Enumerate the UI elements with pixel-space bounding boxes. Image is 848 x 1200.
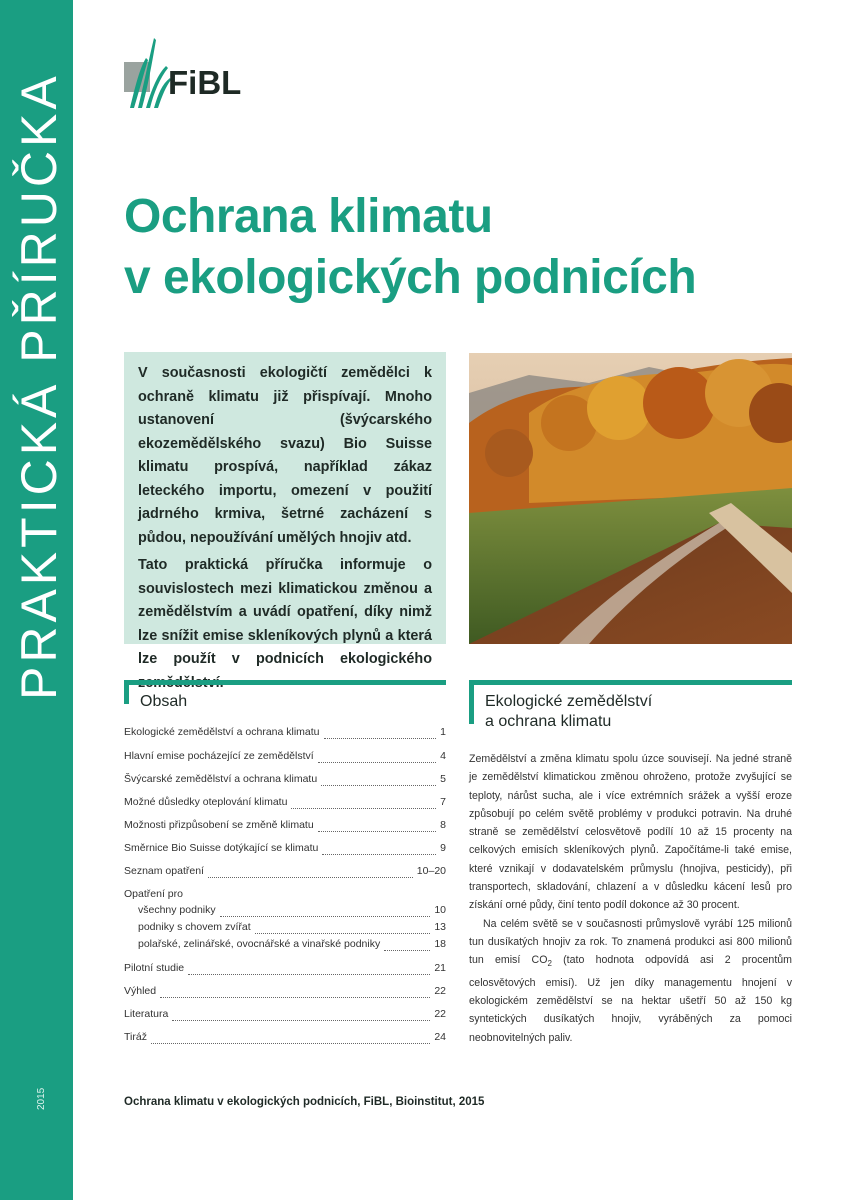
- toc-item[interactable]: Možnosti přizpůsobení se změně klimatu 8: [124, 819, 446, 831]
- toc-item[interactable]: Směrnice Bio Suisse dotýkající se klimatu 9: [124, 842, 446, 854]
- toc-heading-bar: [124, 680, 446, 685]
- toc-group-label: Opatření pro: [124, 888, 183, 900]
- landscape-illustration: [469, 353, 792, 644]
- toc-item[interactable]: Tiráž 24: [124, 1031, 446, 1043]
- article-body: [469, 750, 792, 1047]
- title-line-2: v ekologických podnicích: [124, 251, 697, 304]
- title-line-1: Ochrana klimatu: [124, 190, 493, 243]
- toc-item[interactable]: Možné důsledky oteplování klimatu 7: [124, 796, 446, 808]
- toc-heading: Obsah: [140, 693, 188, 710]
- toc-item[interactable]: Hlavní emise pocházející ze zemědělství 4: [124, 750, 446, 762]
- intro-paragraph-1: V současnosti ekologičtí zemědělci k ochraně klimatu již přispívají. Mnoho ustanovení (švýcarského ekozemědělského svazu) Bio Suisse klimatu prospívá, například zákaz leteckého importu, omezení v použití jadrného krmiva, šetrné zacházení s půdou, nepoužívání umělých hnojiv atd.: [138, 365, 432, 546]
- toc-heading-bar-left: [124, 680, 129, 704]
- intro-box: [124, 352, 446, 667]
- article-heading-bar-left: [469, 680, 474, 724]
- article-paragraph-1: Zemědělství a změna klimatu spolu úzce souvisejí. Na jedné straně je zemědělství klimatickou změnou ohroženo, protože zvyšující se teploty, nárůst sucha, ale i více extrémních srážek a vyšší eroze způsobují po celém světě problémy v produkci potravin. Na druhé straně se zemědělství celosvětově podílí 10 až 15 procenty na celkových emisích skleníkových plynů. Započítáme-li také emise, které vznikají v dodavatelském průmyslu (hnojiva, pesticidy), při transportech, skladování, chlazení a v důsledku kácení lesů pro získání orné půdy, činí tento podíl dokonce až 30 procent.: [469, 753, 792, 912]
- toc-item[interactable]: všechny podniky 10: [138, 904, 446, 916]
- autumn-landscape-photo: [469, 353, 792, 644]
- toc-item[interactable]: Seznam opatření 10–20: [124, 865, 446, 877]
- article-paragraph-2: Na celém světě se v současnosti průmyslově vyrábí 125 milionů tun dusíkatých hnojiv za rok. To znamená produkci asi 800 milionů tun emisí $CO_2$ (tato hodnota odpovídá asi 2 procentům celosvětových emisí). Už jen díky managementu hnojení v ekologickém zemědělství se na hektar ušetří 50 až 150 kg syntetických dusíkatých hnojiv, vyráběných za pomoci neobnovitelných paliv.: [469, 917, 792, 1044]
- side-year: 2015: [36, 1087, 47, 1110]
- logo-text: FiBL: [168, 64, 242, 101]
- toc-item[interactable]: Švýcarské zemědělství a ochrana klimatu 5: [124, 773, 446, 785]
- toc-heading-block: [124, 680, 446, 726]
- toc-item[interactable]: Ekologické zemědělství a ochrana klimatu 1: [124, 726, 446, 738]
- page-title: [124, 186, 824, 308]
- side-title: PRAKTICKÁ PŘÍRUČKA: [11, 72, 67, 700]
- article-heading-bar: [469, 680, 792, 685]
- article-heading-block: [469, 680, 792, 740]
- toc-item[interactable]: Pilotní studie 21: [124, 962, 446, 974]
- toc-item[interactable]: Výhled 22: [124, 985, 446, 997]
- toc-item[interactable]: polařské, zelinářské, ovocnářské a vinařské podniky 18: [138, 938, 446, 950]
- toc-item[interactable]: Literatura 22: [124, 1008, 446, 1020]
- footer-citation: Ochrana klimatu v ekologických podnicích, FiBL, Bioinstitut, 2015: [124, 1096, 485, 1108]
- article-heading: Ekologické zemědělství a ochrana klimatu: [485, 693, 653, 730]
- intro-paragraph-2: Tato praktická příručka informuje o souvislostech mezi klimatickou změnou a zemědělstvím a uvádí opatření, díky nimž lze snížit emise skleníkových plynů a která lze použít v podnicích ekologického: [138, 557, 432, 667]
- toc-item[interactable]: podniky s chovem zvířat 13: [138, 921, 446, 933]
